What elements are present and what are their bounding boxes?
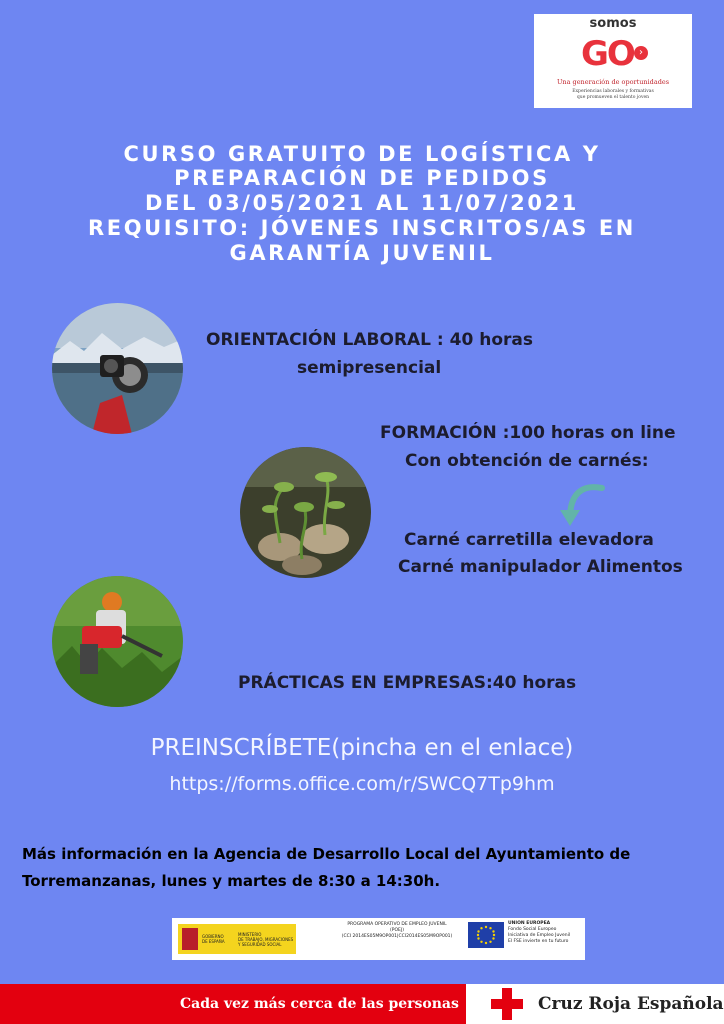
headline-line-2: PREPARACIÓN DE PEDIDOS	[174, 166, 550, 190]
headline-line-1: CURSO GRATUITO DE LOGÍSTICA Y	[123, 142, 601, 166]
formacion-title: FORMACIÓN :100 horas on line	[380, 423, 676, 443]
headline-line-5: GARANTÍA JUVENIL	[229, 241, 495, 265]
footer-slogan: Cada vez más cerca de las personas	[180, 996, 459, 1012]
poej-code: (POEJ)	[390, 928, 404, 933]
carne-manipulador: Carné manipulador Alimentos	[398, 557, 683, 577]
logo-tagline: Una generación de oportunidades	[556, 78, 670, 86]
gobierno-text: GOBIERNO DE ESPAÑA	[202, 934, 225, 944]
info-line-2: Torremanzanas, lunes y martes de 8:30 a 14:30h.	[22, 872, 441, 890]
poej-cci: (CCI 2014ES05M9OP001|CCI2014ES05M9OP001)	[341, 934, 453, 939]
orientacion-mode: semipresencial	[297, 358, 442, 378]
headline-line-3: DEL 03/05/2021 AL 11/07/2021	[145, 191, 579, 215]
practicas-title: PRÁCTICAS EN EMPRESAS:40 horas	[238, 673, 577, 693]
curved-arrow-icon	[552, 478, 612, 530]
registration-link[interactable]: https://forms.office.com/r/SWCQ7Tp9hm	[169, 773, 555, 795]
cruz-roja-logo	[466, 984, 724, 1024]
spain-shield-icon	[182, 928, 198, 950]
red-cross-icon-bar	[491, 999, 523, 1009]
preinscribete-label: PREINSCRÍBETE(pincha en el enlace)	[150, 735, 574, 761]
eu-initiative: Iniciativa de Empleo Juvenil	[508, 933, 571, 938]
practicas-photo	[52, 576, 183, 707]
poej-program: PROGRAMA OPERATIVO DE EMPLEO JUVENIL	[347, 922, 447, 927]
info-line-1: Más información en la Agencia de Desarrollo Local del Ayuntamiento de	[22, 845, 631, 863]
plants-photo	[240, 447, 371, 578]
funding-logos-bar	[172, 918, 585, 960]
headline-line-4: REQUISITO: JÓVENES INSCRITOS/AS EN	[87, 216, 636, 240]
footer-bar	[0, 984, 724, 1024]
eu-motto: El FSE invierte en tu futuro	[508, 939, 569, 944]
logo-subtitle-1: Experiencias laborales y formativas	[572, 89, 654, 94]
eu-flag-icon	[468, 922, 504, 948]
chevron-right-icon: ›	[634, 46, 648, 60]
logo-go-text: GO	[581, 34, 634, 74]
gobierno-espana-logo	[178, 924, 296, 954]
eu-fund: Fondo Social Europeo	[508, 927, 557, 932]
poej-text	[322, 922, 472, 940]
cruz-roja-name: Cruz Roja Española	[538, 994, 724, 1014]
formacion-subtitle: Con obtención de carnés:	[405, 451, 649, 471]
logo-subtitle-2: que promueven el talento joven	[576, 95, 650, 100]
carne-carretilla: Carné carretilla elevadora	[404, 530, 654, 550]
eu-text	[508, 921, 570, 945]
ministerio-text: MINISTERIO DE TRABAJO, MIGRACIONES Y SEGURIDAD SOCIAL	[238, 932, 294, 947]
logo-somos-text: somos	[589, 16, 637, 31]
orientation-photo	[52, 303, 183, 434]
somos-go-logo	[534, 14, 692, 108]
orientacion-title: ORIENTACIÓN LABORAL : 40 horas	[206, 330, 533, 350]
eu-title: UNION EUROPEA	[508, 921, 551, 926]
